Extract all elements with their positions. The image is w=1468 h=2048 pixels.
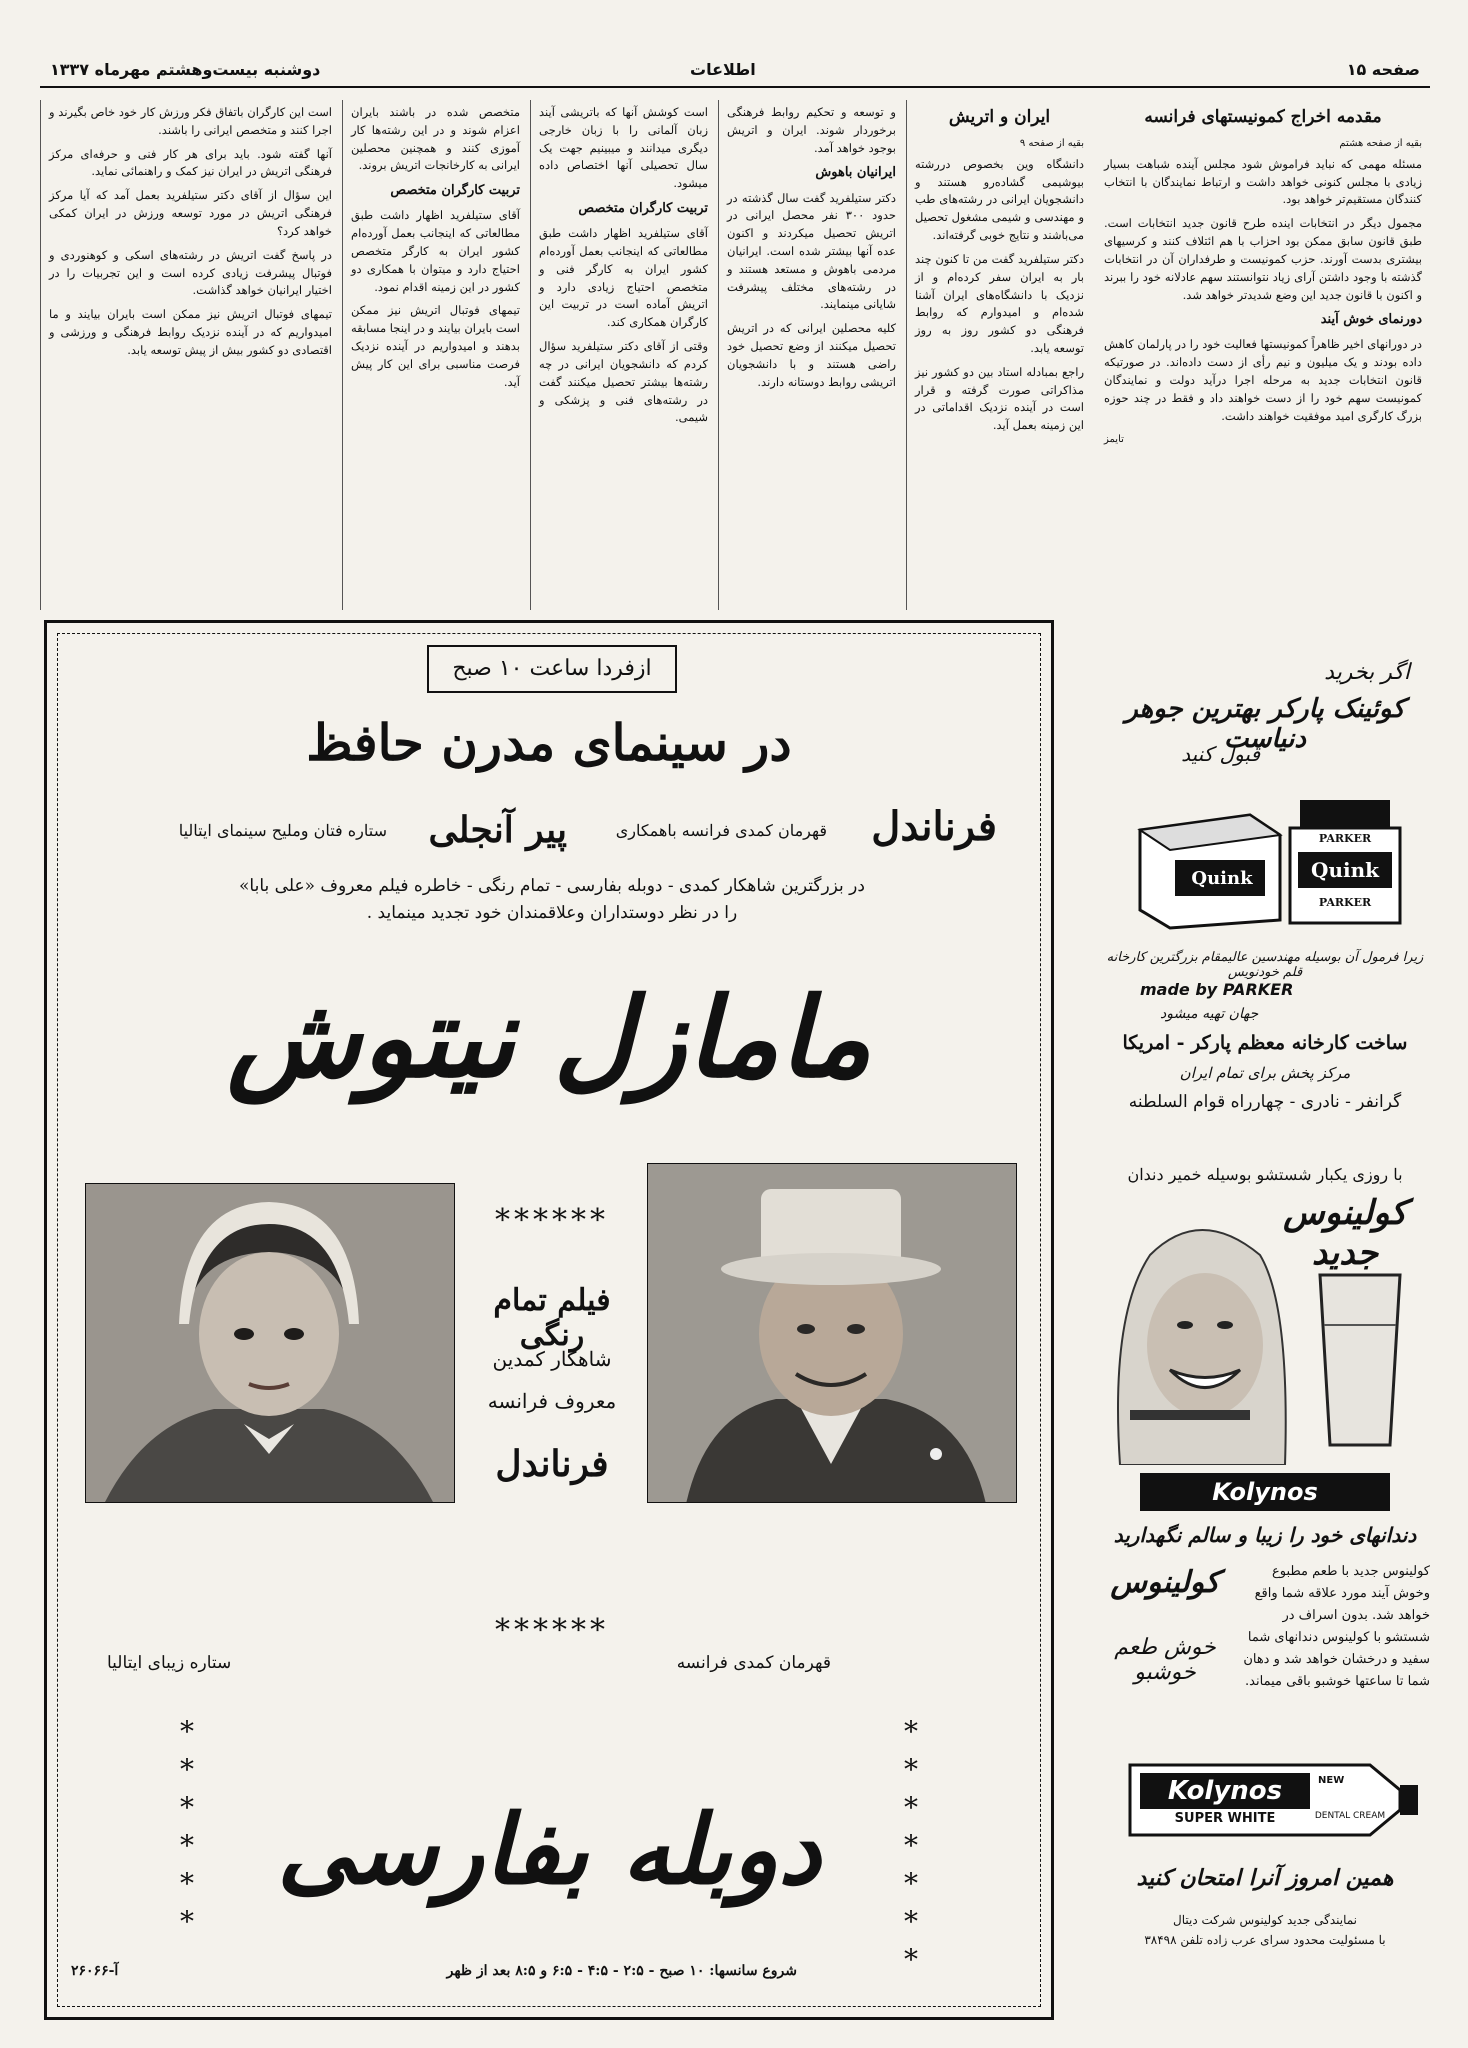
dubbed-in-persian: دوبله بفارسی <box>277 1793 821 1906</box>
glass-image <box>1300 1255 1420 1455</box>
star: * <box>904 1791 918 1824</box>
subheading: تربیت کارگران متخصص <box>390 183 520 199</box>
kolynos-line2: کولینوس جدید <box>1283 1193 1407 1273</box>
parker-line8: گرانفر - نادری - چهارراه قوام السلطنه <box>1128 1092 1402 1112</box>
parker-line1: اگر بخرید <box>1324 660 1410 685</box>
paragraph: متخصص شده در باشند بایران اعزام شوند و در این رشته‌ها کار آموزی کنند و همچنین محصلین ایرانی به کارخانجات اتریش بروند. <box>351 105 520 173</box>
description-line: را در نظر دوستداران وعلاقمندان خود تجدید مینماید . <box>366 903 738 924</box>
stars-top: ****** <box>495 1203 609 1238</box>
article-column-2 <box>906 100 1092 610</box>
fernandel-portrait-image <box>647 1164 1016 1503</box>
paragraph: دکتر ستیلفرید گفت سال گذشته در حدود ۳۰۰ نفر محصل ایرانی در اتریش تحصیل میکردند و اکنون عده آنها بیشتر شده است. ایرانیان مردمی باهوش و مستعد هستند و در رشته‌های مختلف پیشرفت شایانی مینمایند. <box>727 190 896 312</box>
caption-pier-angeli: ستاره زیبای ایتالیا <box>107 1653 232 1673</box>
star: * <box>180 1829 194 1862</box>
paragraph: مسئله مهمی که نباید فراموش شود مجلس آینده شباهت بسیار زیادی با مجلس کنونی خواهد داشت و ارتباط نمایندگان با انتخاب کنندگان مستقیم‌تر خواهد بود. <box>1104 156 1422 207</box>
bottle-parker-bottom: PARKER <box>1318 896 1372 909</box>
star: * <box>904 1715 918 1748</box>
article-column-3 <box>718 100 904 610</box>
paragraph: دکتر ستیلفرید گفت من تا کنون چند بار به ایران سفر کرده‌ام و از نزدیک با دانشگاه‌های ایران آشنا شده‌ام و امیدوارم که روابط فرهنگی دو کشور روز به روز توسعه یابد. <box>915 251 1084 355</box>
paragraph: کلیه محصلین ایرانی که در اتریش تحصیل میکنند از وضع تحصیل خود راضی هستند و با دانشجویان اتریشی روابط دوستانه دارند. <box>727 321 896 389</box>
kolynos-paragraph: کولینوس جدید با طعم مطبوع وخوش آیند مورد علاقه شما واقع خواهد شد. بدون اسراف در شستشو با کولینوس دندانهای شما سفید و درخشان خواهد شد و دهان شما تا ساعتها خوشبو باقی میماند. <box>1243 1564 1430 1690</box>
caption-fernandel: قهرمان کمدی فرانسه <box>676 1653 831 1673</box>
star: * <box>904 1829 918 1862</box>
made-by-parker: made by PARKER <box>1140 980 1294 999</box>
star: * <box>904 1943 918 1976</box>
kolynos-agent-address: با مسئولیت محدود سرای عرب زاده تلفن ۳۸۴۹۸ <box>1144 1933 1386 1947</box>
kolynos-agent: نمایندگی جدید کولینوس شرکت دیتال <box>1172 1913 1358 1927</box>
article-column-1 <box>1096 100 1430 675</box>
paragraph: آقای ستیلفرید اظهار داشت طبق مطالعاتی که اینجانب بعمل آورده‌ام کشور ایران به کارگر متخصص احتیاج دارد و میتوان با همکاری دو کشور در این زمینه اقدام نمود. <box>351 208 520 294</box>
film-title: مامازل نیتوش <box>226 973 872 1102</box>
star: * <box>904 1905 918 1938</box>
star: * <box>180 1905 194 1938</box>
actor-pier-angeli: پیر آنجلی <box>428 809 567 851</box>
kolynos-side-taste: خوش طعم خوشبو <box>1114 1635 1216 1685</box>
bottle-parker-top: PARKER <box>1318 832 1372 845</box>
showtime-start: ازفردا ساعت ۱۰ صبح <box>427 645 677 693</box>
paragraph: آقای ستیلفرید اظهار داشت طبق مطالعاتی که اینجانب بعمل آورده‌ام کشور ایران به کارگر فنی و متخصص احتیاج زیادی دارد و اتریش آماده است در تربیت این کارگران همکاری کند. <box>539 226 708 330</box>
paragraph: تیمهای فوتبال اتریش نیز ممکن است بایران بیایند و ما امیدواریم که در آینده نزدیک روابط فرهنگی و ورزشی و اقتصادی دو کشور بیش از پیش توسعه یابد. <box>49 307 332 357</box>
quink-product-image <box>1130 780 1410 930</box>
parker-quink-ad <box>1100 660 1430 1130</box>
parker-line2: کوئینک پارکر بهترین جوهر دنیاست <box>1125 694 1405 754</box>
parker-line6: ساخت کارخانه معظم پارکر - امریکا <box>1122 1032 1408 1054</box>
cast-line <box>107 803 997 865</box>
kolynos-slogan: همین امروز آنرا امتحان کنید <box>1136 1865 1394 1891</box>
tube-brand: Kolynos <box>1167 1776 1283 1806</box>
kolynos-side-brand: کولینوس <box>1110 1565 1220 1600</box>
kolynos-line1: با روزی یکبار شستشو بوسیله خمیر دندان <box>1127 1165 1403 1184</box>
actor1-description: قهرمان کمدی فرانسه باهمکاری <box>615 821 827 840</box>
bottle-quink-label: Quink <box>1311 858 1379 882</box>
star: * <box>180 1791 194 1824</box>
star: * <box>904 1867 918 1900</box>
article-title: مقدمه اخراج کمونیستهای فرانسه <box>1144 107 1382 127</box>
smiling-woman-image <box>1110 1195 1290 1465</box>
star: * <box>904 1753 918 1786</box>
source-signature: تایمز <box>1104 433 1124 445</box>
continued-note: بقیه از صفحه ۹ <box>1019 138 1084 150</box>
photo-fernandel <box>647 1163 1017 1503</box>
paragraph: وقتی از آقای دکتر ستیلفرید سؤال کردم که دانشجویان ایرانی در چه رشته‌ها بیشتر تحصیل میکنند گفت در رشته‌های فنی و پزشکی و شیمی. <box>539 339 708 425</box>
comedian-masterpiece: شاهکار کمدین <box>492 1347 612 1371</box>
paragraph: و توسعه و تحکیم روابط فرهنگی برخوردار شوند. ایران و اتریش بوجود خواهد آمد. <box>727 105 896 155</box>
newspaper-name: اطلاعات <box>690 60 756 79</box>
cinema-advertisement <box>44 620 1054 2020</box>
full-color-label: فیلم تمام رنگی <box>493 1283 611 1353</box>
paragraph: آنها گفته شود. باید برای هر کار فنی و حرفه‌ای مرکز فرهنگی اتریش در ایران نیز کمک و راهنمائی نماید. <box>49 146 332 179</box>
star: * <box>180 1753 194 1786</box>
paragraph: در پاسخ گفت اتریش در رشته‌های اسکی و کوهنوردی و فوتبال پیشرفت زیادی کرده است و این تجربیات را در اختیار ایرانیان خواهد گذاشت. <box>49 247 332 298</box>
tube-new-badge: NEW <box>1318 1775 1345 1786</box>
actor-fernandel: فرناندل <box>871 803 997 850</box>
star: * <box>180 1867 194 1900</box>
paragraph: مجمول دیگر در انتخابات اینده طرح قانون جدید انتخابات است. طبق قانون سابق ممکن بود احزاب با هم ائتلاف کنند و کرسیهای بیشتری بدست آورند. حزب کمونیست و طرفداران آن در انتخابات گذشته با وجود داشتن آرای زیاد نتوانستند سهم عادلانه خود را ببرند و اکنون با قانون جدید این وضع شدیدتر خواهد شد. <box>1104 216 1422 302</box>
paragraph: این سؤال از آقای دکتر ستیلفرید بعمل آمد که آیا مرکز فرهنگی اتریش در مورد توسعه ورزش در ایران کمکی خواهد کرد؟ <box>49 188 332 238</box>
parker-line4: زیرا فرمول آن بوسیله مهندسین عالیمقام بزرگترین کارخانه قلم خودنویس <box>1106 950 1424 980</box>
page-number: صفحه ۱۵ <box>1346 60 1420 79</box>
kolynos-tube-small: Kolynos <box>1140 1473 1390 1511</box>
paragraph: در دورانهای اخیر ظاهراً کمونیستها فعالیت خود را در پارلمان کاهش داده بودند و یک میلیون و نیم رأی از دست داده‌اند. در صورتیکه قانون انتخابات جدید به مرحله اجرا درآید دولت و نمایندگان کمونیست سهم خود را از دست خواهند داد و فقط در چند حوزه بزرگ کارگری امید موفقیت خواهند داشت. <box>1104 337 1422 423</box>
tube-dental-cream: DENTAL CREAM <box>1314 1811 1386 1821</box>
subheading: دورنمای خوش آیند <box>1320 312 1422 328</box>
subheading: ایرانیان باهوش <box>815 165 896 181</box>
article-column-6 <box>40 100 340 610</box>
article-column-4 <box>530 100 716 610</box>
photo-pier-angeli <box>85 1183 455 1503</box>
box-quink-label: Quink <box>1191 868 1253 889</box>
film-description <box>107 873 997 927</box>
kolynos-headline: دندانهای خود را زیبا و سالم نگهدارید <box>1113 1523 1417 1547</box>
tube-super-white: SUPER WHITE <box>1174 1811 1276 1826</box>
continued-note: بقیه از صفحه هشتم <box>1339 138 1422 150</box>
show-times: شروع سانسها: ۱۰ صبح - ۲:۵ - ۴:۵ - ۶:۵ و ۸:۵ بعد از ظهر <box>446 1963 797 1979</box>
paragraph: تیمهای فوتبال اتریش نیز ممکن است بایران بیایند و در اینجا مسابقه بدهند و امیدواریم در آینده نزدیک فرصت مناسبی برای این کار پیش آید. <box>351 303 520 389</box>
woman-with-toothbrush <box>1110 1195 1290 1465</box>
paragraph: راجع بمبادله استاد بین دو کشور نیز مذاکراتی صورت گرفته و قرار است در آینده نزدیک اقداماتی در این زمینه بعمل آید. <box>915 364 1084 433</box>
cinema-name: در سینمای مدرن حافظ <box>306 713 792 772</box>
subheading: تربیت کارگران متخصص <box>578 201 708 217</box>
star: * <box>180 1715 194 1748</box>
paragraph: است این کارگران باتفاق فکر ورزش کار خود خاص بگیرند و اجرا کنند و متخصص ایرانی را باشند. <box>49 105 332 137</box>
water-glass <box>1300 1255 1420 1455</box>
paragraph: دانشگاه وین بخصوص دررشته بیوشیمی گشاده‌رو هستند و دانشجویان ایرانی در رشته‌های طب و مهندسی و شیمی مشغول تحصیل می‌باشند و نتایج خوبی گرفته‌اند. <box>915 156 1084 243</box>
page-header <box>40 56 1430 88</box>
kolynos-tube-large <box>1110 1755 1420 1845</box>
issue-date: دوشنبه بیست‌وهشتم مهرماه ۱۳۳۷ <box>50 60 321 79</box>
article-title: ایران و اتریش <box>948 107 1051 127</box>
famous-french: معروف فرانسه <box>487 1389 617 1413</box>
description-line: در بزرگترین شاهکار کمدی - دوبله بفارسی - تمام رنگی - خاطره فیلم معروف «علی بابا» <box>239 876 865 896</box>
paragraph: است کوشش آنها که باتریشی آیند زبان آلمانی را با زبان خارجی دیگری میدانند و میبینیم جهت یک سال تحصیلی آنها اختصاص داده میشود. <box>539 105 708 191</box>
pier-angeli-portrait-image <box>85 1184 454 1503</box>
kolynos-ad <box>1100 1165 1430 2015</box>
ad-code: آ-۲۶۰۶۶ <box>71 1963 119 1979</box>
parker-line7: مرکز پخش برای تمام ایران <box>1179 1064 1351 1082</box>
parker-line5: جهان تهیه میشود <box>1160 1006 1259 1022</box>
actor2-description: ستاره فتان وملیح سینمای ایتالیا <box>178 821 387 840</box>
stars-bottom: ****** <box>495 1613 609 1648</box>
article-column-5 <box>342 100 528 610</box>
parker-line3: قبول کنید <box>1181 742 1260 766</box>
fernandel-name: فرناندل <box>495 1443 609 1485</box>
